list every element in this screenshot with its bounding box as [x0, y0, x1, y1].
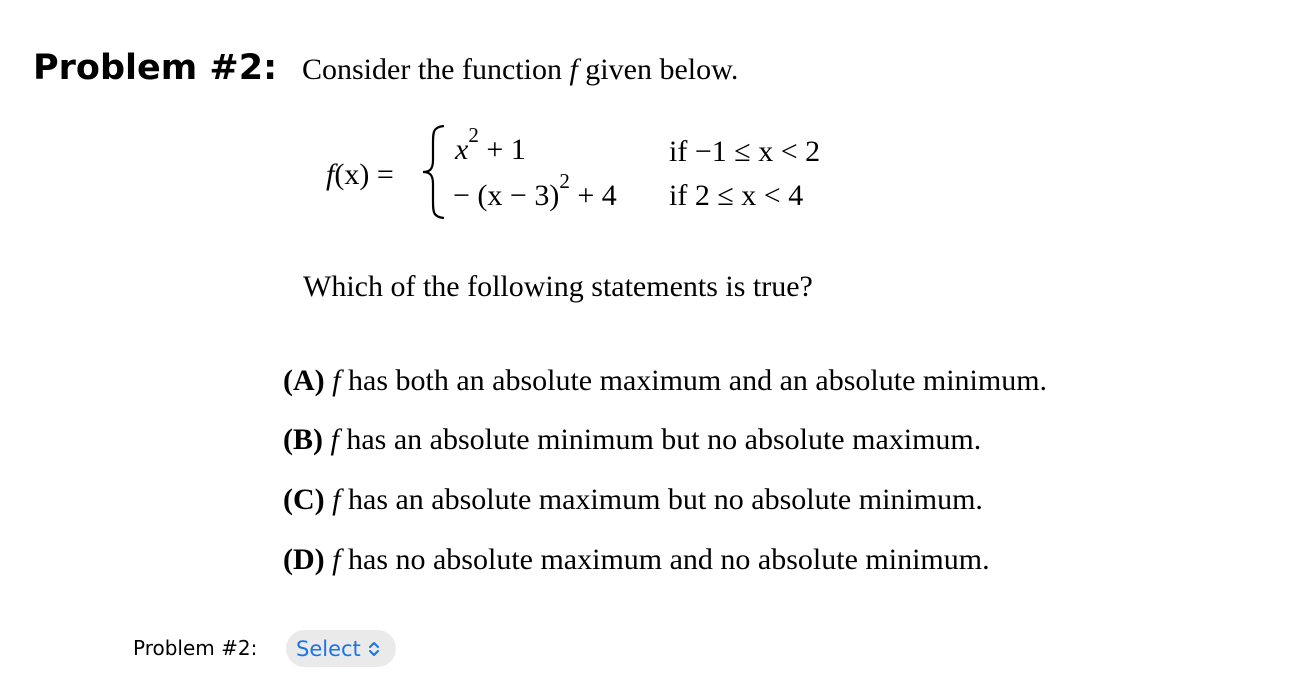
- case2-condition: if 2 ≤ x < 4: [669, 179, 804, 212]
- option-b: (B) f has an absolute minimum but no absolute maximum.: [283, 423, 982, 456]
- case2-expression: − $(x - 3)^2 + 4$: [453, 169, 617, 212]
- option-c: (C) f has an absolute maximum but no absolute minimum.: [283, 483, 983, 516]
- left-brace-icon: [418, 122, 448, 222]
- option-d: (D) f has no absolute maximum and no absolute minimum.: [283, 543, 990, 576]
- problem-intro: Consider the function f given below.: [302, 53, 739, 86]
- option-a: (A) f has both an absolute maximum and an absolute minimum.: [283, 364, 1048, 397]
- answer-select[interactable]: [286, 630, 396, 667]
- case1-expression: $x^2 + 1$: [455, 123, 526, 166]
- case1-condition: if −1 ≤ x < 2: [669, 135, 821, 168]
- function-lhs: f(x) =: [326, 158, 394, 191]
- answer-label: Problem #2:: [133, 636, 258, 660]
- chevron-up-down-icon: [368, 641, 380, 657]
- problem-heading: Problem #2:: [33, 48, 278, 88]
- question-text: Which of the following statements is true?: [303, 270, 813, 303]
- answer-select-value: Select: [296, 636, 361, 661]
